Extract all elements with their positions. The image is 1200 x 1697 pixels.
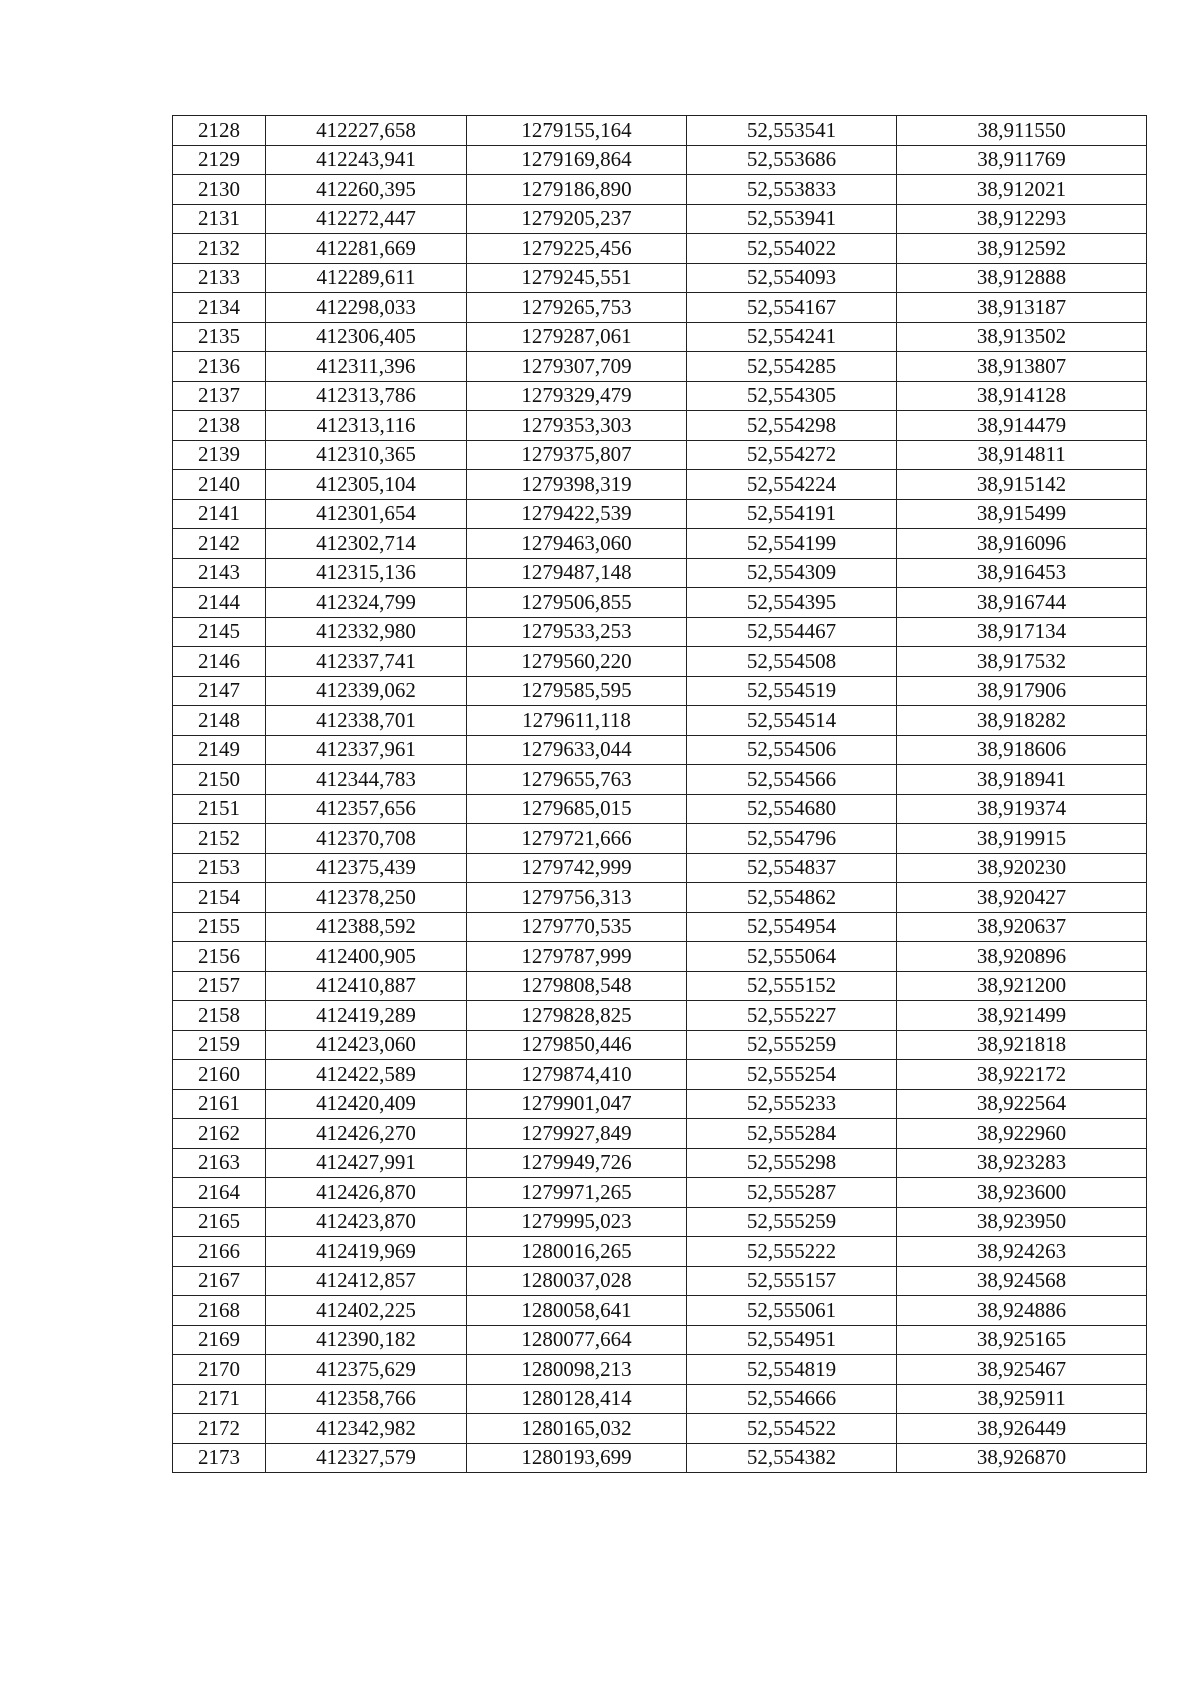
latitude-cell: 52,555064	[687, 942, 897, 972]
y-coordinate-cell: 1279265,753	[467, 293, 687, 323]
table-row	[173, 1030, 1147, 1060]
longitude-cell: 38,919915	[897, 824, 1147, 854]
longitude-cell: 38,916453	[897, 558, 1147, 588]
longitude-cell: 38,922172	[897, 1060, 1147, 1090]
y-coordinate-cell: 1280098,213	[467, 1355, 687, 1385]
x-coordinate-cell: 412332,980	[266, 617, 467, 647]
y-coordinate-cell: 1279721,666	[467, 824, 687, 854]
y-coordinate-cell: 1280016,265	[467, 1237, 687, 1267]
y-coordinate-cell: 1279307,709	[467, 352, 687, 382]
x-coordinate-cell: 412313,786	[266, 381, 467, 411]
point-number-cell: 2131	[173, 204, 266, 234]
point-number-cell: 2160	[173, 1060, 266, 1090]
point-number-cell: 2158	[173, 1001, 266, 1031]
x-coordinate-cell: 412301,654	[266, 499, 467, 529]
x-coordinate-cell: 412375,439	[266, 853, 467, 883]
table-row	[173, 1089, 1147, 1119]
table-row	[173, 883, 1147, 913]
table-row	[173, 617, 1147, 647]
table-row	[173, 1001, 1147, 1031]
x-coordinate-cell: 412302,714	[266, 529, 467, 559]
latitude-cell: 52,554796	[687, 824, 897, 854]
y-coordinate-cell: 1279901,047	[467, 1089, 687, 1119]
longitude-cell: 38,924886	[897, 1296, 1147, 1326]
y-coordinate-cell: 1280128,414	[467, 1384, 687, 1414]
longitude-cell: 38,925911	[897, 1384, 1147, 1414]
x-coordinate-cell: 412227,658	[266, 116, 467, 146]
point-number-cell: 2155	[173, 912, 266, 942]
longitude-cell: 38,922960	[897, 1119, 1147, 1149]
point-number-cell: 2132	[173, 234, 266, 264]
point-number-cell: 2156	[173, 942, 266, 972]
table-row	[173, 529, 1147, 559]
table-row	[173, 1355, 1147, 1385]
latitude-cell: 52,554519	[687, 676, 897, 706]
y-coordinate-cell: 1279155,164	[467, 116, 687, 146]
point-number-cell: 2144	[173, 588, 266, 618]
y-coordinate-cell: 1280077,664	[467, 1325, 687, 1355]
point-number-cell: 2142	[173, 529, 266, 559]
table-row	[173, 116, 1147, 146]
latitude-cell: 52,554272	[687, 440, 897, 470]
longitude-cell: 38,923600	[897, 1178, 1147, 1208]
point-number-cell: 2148	[173, 706, 266, 736]
x-coordinate-cell: 412423,060	[266, 1030, 467, 1060]
table-row	[173, 588, 1147, 618]
point-number-cell: 2167	[173, 1266, 266, 1296]
coordinates-table	[172, 115, 1147, 1473]
longitude-cell: 38,912592	[897, 234, 1147, 264]
y-coordinate-cell: 1279533,253	[467, 617, 687, 647]
table-row	[173, 175, 1147, 205]
longitude-cell: 38,923283	[897, 1148, 1147, 1178]
point-number-cell: 2152	[173, 824, 266, 854]
x-coordinate-cell: 412426,870	[266, 1178, 467, 1208]
x-coordinate-cell: 412426,270	[266, 1119, 467, 1149]
point-number-cell: 2164	[173, 1178, 266, 1208]
longitude-cell: 38,926449	[897, 1414, 1147, 1444]
latitude-cell: 52,554241	[687, 322, 897, 352]
table-row	[173, 322, 1147, 352]
latitude-cell: 52,555233	[687, 1089, 897, 1119]
x-coordinate-cell: 412342,982	[266, 1414, 467, 1444]
longitude-cell: 38,918941	[897, 765, 1147, 795]
x-coordinate-cell: 412310,365	[266, 440, 467, 470]
x-coordinate-cell: 412260,395	[266, 175, 467, 205]
latitude-cell: 52,554522	[687, 1414, 897, 1444]
table-row	[173, 1207, 1147, 1237]
point-number-cell: 2143	[173, 558, 266, 588]
y-coordinate-cell: 1279756,313	[467, 883, 687, 913]
x-coordinate-cell: 412298,033	[266, 293, 467, 323]
latitude-cell: 52,555227	[687, 1001, 897, 1031]
latitude-cell: 52,555152	[687, 971, 897, 1001]
point-number-cell: 2161	[173, 1089, 266, 1119]
table-row	[173, 499, 1147, 529]
table-row	[173, 912, 1147, 942]
table-row	[173, 440, 1147, 470]
y-coordinate-cell: 1279850,446	[467, 1030, 687, 1060]
latitude-cell: 52,554093	[687, 263, 897, 293]
longitude-cell: 38,917134	[897, 617, 1147, 647]
table-row	[173, 647, 1147, 677]
point-number-cell: 2162	[173, 1119, 266, 1149]
point-number-cell: 2128	[173, 116, 266, 146]
latitude-cell: 52,554022	[687, 234, 897, 264]
longitude-cell: 38,918282	[897, 706, 1147, 736]
point-number-cell: 2157	[173, 971, 266, 1001]
point-number-cell: 2151	[173, 794, 266, 824]
y-coordinate-cell: 1279398,319	[467, 470, 687, 500]
point-number-cell: 2154	[173, 883, 266, 913]
y-coordinate-cell: 1279787,999	[467, 942, 687, 972]
longitude-cell: 38,924568	[897, 1266, 1147, 1296]
table-row	[173, 853, 1147, 883]
latitude-cell: 52,555259	[687, 1207, 897, 1237]
longitude-cell: 38,925165	[897, 1325, 1147, 1355]
latitude-cell: 52,553941	[687, 204, 897, 234]
longitude-cell: 38,916744	[897, 588, 1147, 618]
x-coordinate-cell: 412311,396	[266, 352, 467, 382]
y-coordinate-cell: 1279329,479	[467, 381, 687, 411]
y-coordinate-cell: 1279655,763	[467, 765, 687, 795]
longitude-cell: 38,911550	[897, 116, 1147, 146]
x-coordinate-cell: 412375,629	[266, 1355, 467, 1385]
table-row	[173, 558, 1147, 588]
x-coordinate-cell: 412419,289	[266, 1001, 467, 1031]
table-row	[173, 676, 1147, 706]
latitude-cell: 52,554167	[687, 293, 897, 323]
point-number-cell: 2139	[173, 440, 266, 470]
point-number-cell: 2173	[173, 1443, 266, 1473]
longitude-cell: 38,917532	[897, 647, 1147, 677]
longitude-cell: 38,918606	[897, 735, 1147, 765]
point-number-cell: 2163	[173, 1148, 266, 1178]
table-row	[173, 1060, 1147, 1090]
y-coordinate-cell: 1279186,890	[467, 175, 687, 205]
x-coordinate-cell: 412419,969	[266, 1237, 467, 1267]
y-coordinate-cell: 1279560,220	[467, 647, 687, 677]
longitude-cell: 38,924263	[897, 1237, 1147, 1267]
latitude-cell: 52,554566	[687, 765, 897, 795]
point-number-cell: 2145	[173, 617, 266, 647]
longitude-cell: 38,920427	[897, 883, 1147, 913]
x-coordinate-cell: 412402,225	[266, 1296, 467, 1326]
table-row	[173, 942, 1147, 972]
x-coordinate-cell: 412306,405	[266, 322, 467, 352]
latitude-cell: 52,555222	[687, 1237, 897, 1267]
x-coordinate-cell: 412281,669	[266, 234, 467, 264]
x-coordinate-cell: 412344,783	[266, 765, 467, 795]
x-coordinate-cell: 412337,961	[266, 735, 467, 765]
x-coordinate-cell: 412337,741	[266, 647, 467, 677]
y-coordinate-cell: 1279742,999	[467, 853, 687, 883]
latitude-cell: 52,554224	[687, 470, 897, 500]
latitude-cell: 52,554666	[687, 1384, 897, 1414]
x-coordinate-cell: 412390,182	[266, 1325, 467, 1355]
latitude-cell: 52,555259	[687, 1030, 897, 1060]
point-number-cell: 2170	[173, 1355, 266, 1385]
latitude-cell: 52,555287	[687, 1178, 897, 1208]
longitude-cell: 38,921200	[897, 971, 1147, 1001]
x-coordinate-cell: 412313,116	[266, 411, 467, 441]
table-row	[173, 234, 1147, 264]
table-row	[173, 1119, 1147, 1149]
longitude-cell: 38,920637	[897, 912, 1147, 942]
x-coordinate-cell: 412305,104	[266, 470, 467, 500]
latitude-cell: 52,554309	[687, 558, 897, 588]
y-coordinate-cell: 1279828,825	[467, 1001, 687, 1031]
x-coordinate-cell: 412427,991	[266, 1148, 467, 1178]
x-coordinate-cell: 412339,062	[266, 676, 467, 706]
longitude-cell: 38,914128	[897, 381, 1147, 411]
point-number-cell: 2146	[173, 647, 266, 677]
point-number-cell: 2172	[173, 1414, 266, 1444]
point-number-cell: 2138	[173, 411, 266, 441]
y-coordinate-cell: 1279245,551	[467, 263, 687, 293]
latitude-cell: 52,553686	[687, 145, 897, 175]
longitude-cell: 38,913187	[897, 293, 1147, 323]
table-row	[173, 411, 1147, 441]
table-row	[173, 381, 1147, 411]
y-coordinate-cell: 1279169,864	[467, 145, 687, 175]
table-row	[173, 145, 1147, 175]
longitude-cell: 38,912888	[897, 263, 1147, 293]
longitude-cell: 38,917906	[897, 676, 1147, 706]
y-coordinate-cell: 1279685,015	[467, 794, 687, 824]
x-coordinate-cell: 412412,857	[266, 1266, 467, 1296]
y-coordinate-cell: 1280058,641	[467, 1296, 687, 1326]
x-coordinate-cell: 412272,447	[266, 204, 467, 234]
longitude-cell: 38,912021	[897, 175, 1147, 205]
x-coordinate-cell: 412400,905	[266, 942, 467, 972]
x-coordinate-cell: 412315,136	[266, 558, 467, 588]
table-row	[173, 470, 1147, 500]
longitude-cell: 38,914479	[897, 411, 1147, 441]
point-number-cell: 2141	[173, 499, 266, 529]
y-coordinate-cell: 1279487,148	[467, 558, 687, 588]
point-number-cell: 2135	[173, 322, 266, 352]
table-row	[173, 1296, 1147, 1326]
y-coordinate-cell: 1280165,032	[467, 1414, 687, 1444]
point-number-cell: 2168	[173, 1296, 266, 1326]
y-coordinate-cell: 1279463,060	[467, 529, 687, 559]
table-row	[173, 735, 1147, 765]
latitude-cell: 52,554508	[687, 647, 897, 677]
longitude-cell: 38,913807	[897, 352, 1147, 382]
point-number-cell: 2165	[173, 1207, 266, 1237]
latitude-cell: 52,554467	[687, 617, 897, 647]
table-row	[173, 204, 1147, 234]
y-coordinate-cell: 1279874,410	[467, 1060, 687, 1090]
latitude-cell: 52,554837	[687, 853, 897, 883]
y-coordinate-cell: 1279225,456	[467, 234, 687, 264]
y-coordinate-cell: 1279375,807	[467, 440, 687, 470]
point-number-cell: 2134	[173, 293, 266, 323]
table-row	[173, 1266, 1147, 1296]
latitude-cell: 52,554191	[687, 499, 897, 529]
table-row	[173, 824, 1147, 854]
point-number-cell: 2147	[173, 676, 266, 706]
latitude-cell: 52,554954	[687, 912, 897, 942]
longitude-cell: 38,916096	[897, 529, 1147, 559]
y-coordinate-cell: 1279949,726	[467, 1148, 687, 1178]
y-coordinate-cell: 1279585,595	[467, 676, 687, 706]
table-row	[173, 706, 1147, 736]
longitude-cell: 38,919374	[897, 794, 1147, 824]
y-coordinate-cell: 1279422,539	[467, 499, 687, 529]
table-row	[173, 1325, 1147, 1355]
longitude-cell: 38,923950	[897, 1207, 1147, 1237]
y-coordinate-cell: 1279927,849	[467, 1119, 687, 1149]
longitude-cell: 38,921818	[897, 1030, 1147, 1060]
x-coordinate-cell: 412423,870	[266, 1207, 467, 1237]
point-number-cell: 2169	[173, 1325, 266, 1355]
latitude-cell: 52,555061	[687, 1296, 897, 1326]
y-coordinate-cell: 1279506,855	[467, 588, 687, 618]
point-number-cell: 2136	[173, 352, 266, 382]
latitude-cell: 52,554680	[687, 794, 897, 824]
table-row	[173, 1237, 1147, 1267]
latitude-cell: 52,554298	[687, 411, 897, 441]
y-coordinate-cell: 1279287,061	[467, 322, 687, 352]
latitude-cell: 52,554305	[687, 381, 897, 411]
point-number-cell: 2153	[173, 853, 266, 883]
point-number-cell: 2171	[173, 1384, 266, 1414]
latitude-cell: 52,554862	[687, 883, 897, 913]
latitude-cell: 52,554514	[687, 706, 897, 736]
x-coordinate-cell: 412289,611	[266, 263, 467, 293]
latitude-cell: 52,554199	[687, 529, 897, 559]
point-number-cell: 2129	[173, 145, 266, 175]
longitude-cell: 38,925467	[897, 1355, 1147, 1385]
table-row	[173, 263, 1147, 293]
x-coordinate-cell: 412370,708	[266, 824, 467, 854]
table-row	[173, 1178, 1147, 1208]
table-row	[173, 293, 1147, 323]
table-row	[173, 1414, 1147, 1444]
latitude-cell: 52,555284	[687, 1119, 897, 1149]
point-number-cell: 2133	[173, 263, 266, 293]
longitude-cell: 38,912293	[897, 204, 1147, 234]
longitude-cell: 38,913502	[897, 322, 1147, 352]
longitude-cell: 38,926870	[897, 1443, 1147, 1473]
longitude-cell: 38,914811	[897, 440, 1147, 470]
table-row	[173, 1384, 1147, 1414]
latitude-cell: 52,555157	[687, 1266, 897, 1296]
x-coordinate-cell: 412327,579	[266, 1443, 467, 1473]
x-coordinate-cell: 412388,592	[266, 912, 467, 942]
y-coordinate-cell: 1279611,118	[467, 706, 687, 736]
table-row	[173, 971, 1147, 1001]
coordinates-table-body	[173, 116, 1147, 1473]
longitude-cell: 38,915142	[897, 470, 1147, 500]
point-number-cell: 2140	[173, 470, 266, 500]
x-coordinate-cell: 412358,766	[266, 1384, 467, 1414]
table-row	[173, 1148, 1147, 1178]
y-coordinate-cell: 1280037,028	[467, 1266, 687, 1296]
x-coordinate-cell: 412410,887	[266, 971, 467, 1001]
x-coordinate-cell: 412357,656	[266, 794, 467, 824]
table-row	[173, 794, 1147, 824]
y-coordinate-cell: 1279353,303	[467, 411, 687, 441]
latitude-cell: 52,555254	[687, 1060, 897, 1090]
table-row	[173, 765, 1147, 795]
y-coordinate-cell: 1279995,023	[467, 1207, 687, 1237]
point-number-cell: 2159	[173, 1030, 266, 1060]
point-number-cell: 2130	[173, 175, 266, 205]
y-coordinate-cell: 1279633,044	[467, 735, 687, 765]
longitude-cell: 38,920896	[897, 942, 1147, 972]
y-coordinate-cell: 1279971,265	[467, 1178, 687, 1208]
y-coordinate-cell: 1279770,535	[467, 912, 687, 942]
y-coordinate-cell: 1279808,548	[467, 971, 687, 1001]
y-coordinate-cell: 1279205,237	[467, 204, 687, 234]
table-row	[173, 1443, 1147, 1473]
latitude-cell: 52,554951	[687, 1325, 897, 1355]
x-coordinate-cell: 412324,799	[266, 588, 467, 618]
latitude-cell: 52,554285	[687, 352, 897, 382]
latitude-cell: 52,554506	[687, 735, 897, 765]
point-number-cell: 2150	[173, 765, 266, 795]
longitude-cell: 38,911769	[897, 145, 1147, 175]
longitude-cell: 38,921499	[897, 1001, 1147, 1031]
longitude-cell: 38,920230	[897, 853, 1147, 883]
latitude-cell: 52,554395	[687, 588, 897, 618]
x-coordinate-cell: 412420,409	[266, 1089, 467, 1119]
point-number-cell: 2137	[173, 381, 266, 411]
table-row	[173, 352, 1147, 382]
point-number-cell: 2166	[173, 1237, 266, 1267]
y-coordinate-cell: 1280193,699	[467, 1443, 687, 1473]
longitude-cell: 38,915499	[897, 499, 1147, 529]
x-coordinate-cell: 412243,941	[266, 145, 467, 175]
latitude-cell: 52,555298	[687, 1148, 897, 1178]
latitude-cell: 52,554382	[687, 1443, 897, 1473]
latitude-cell: 52,553541	[687, 116, 897, 146]
latitude-cell: 52,554819	[687, 1355, 897, 1385]
longitude-cell: 38,922564	[897, 1089, 1147, 1119]
x-coordinate-cell: 412338,701	[266, 706, 467, 736]
x-coordinate-cell: 412422,589	[266, 1060, 467, 1090]
latitude-cell: 52,553833	[687, 175, 897, 205]
point-number-cell: 2149	[173, 735, 266, 765]
x-coordinate-cell: 412378,250	[266, 883, 467, 913]
